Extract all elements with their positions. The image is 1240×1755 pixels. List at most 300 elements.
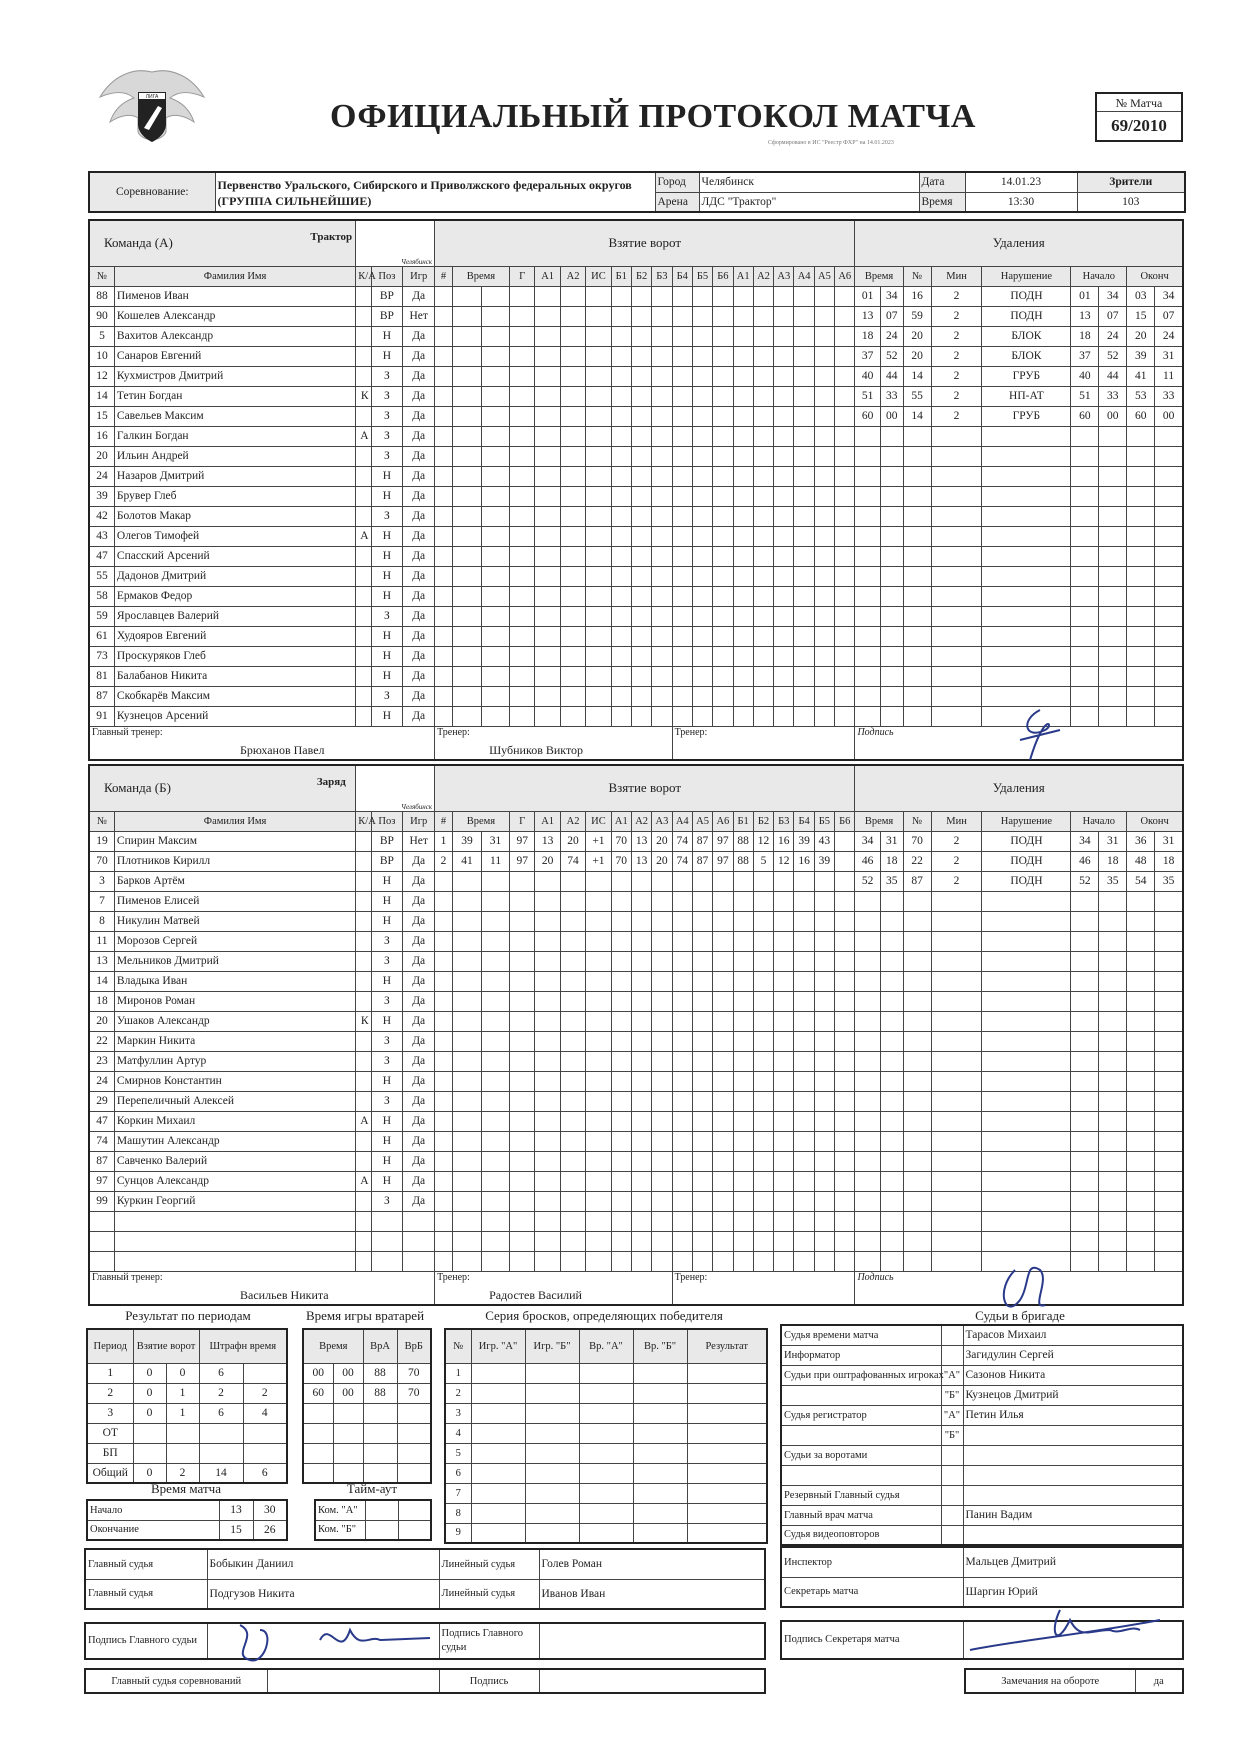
official-label [781,1425,941,1445]
team-a-player-pos: Н [371,326,403,346]
competition-name: Первенство Уральского, Сибирского и Приволжского федеральных округов (ГРУППА СИЛЬНЕЙШИЕ) [215,172,655,212]
team-a-player-ka [356,566,371,586]
period-label: Общий [87,1463,133,1483]
team-b-goal-a2: 20 [560,831,585,851]
team-a-h-a1: А1 [535,266,560,286]
team-a-coach-label: Тренер: [437,726,470,738]
team-a-h-on-2: А3 [774,266,794,286]
team-b-player-name: Перепеличный Алексей [114,1091,355,1111]
team-b-goal-sec: 31 [482,831,510,851]
period-goals-b: 1 [166,1383,199,1403]
shootout-num: 5 [445,1443,471,1463]
team-a-player-play: Да [403,626,435,646]
period-pim-a: 14 [199,1463,243,1483]
gk-table [302,1328,432,1484]
timeout-b-label: Ком. "Б" [315,1520,365,1540]
official-label: Судья видеоповторов [781,1525,941,1545]
team-b-goal-a1: 20 [535,851,560,871]
team-b-goal-on: 87 [692,831,712,851]
team-b-goal-opp: 88 [733,851,753,871]
officials-table [780,1324,1184,1546]
team-a-player-play: Да [403,426,435,446]
team-a-player-pos: З [371,426,403,446]
official-label: Информатор [781,1345,941,1365]
team-a-h-pmin: Мин [931,266,982,286]
period-pim-b: 2 [243,1383,287,1403]
team-b-goal-opp: 5 [753,851,773,871]
team-a-player-ka [356,686,371,706]
team-a-player-name: Кухмистров Дмитрий [114,366,355,386]
team-a-h-on-3: А4 [794,266,814,286]
line-ref-1: Голев Роман [539,1549,765,1579]
team-b-player-play: Да [403,911,435,931]
team-b-goal-opp: 12 [753,831,773,851]
team-b-h-opp-4: А5 [692,811,712,831]
official-name [963,1425,1183,1445]
team-b-pen-start-m: 34 [1071,831,1099,851]
team-a-h-on-0: А1 [733,266,753,286]
shootout-header: Вр. "А" [579,1329,633,1363]
match-number-box [1095,92,1183,142]
team-b-player-no: 47 [89,1111,114,1131]
team-b-pen-min: 34 [855,831,880,851]
team-b-pen-end-s: 35 [1155,871,1183,891]
signature-secretary [960,1600,1180,1660]
official-tag [941,1505,963,1525]
team-b-player-ka [356,971,371,991]
team-a-player-ka [356,306,371,326]
period-pim-header: Штрафн время [199,1329,287,1363]
logo-text: ЛИГА [145,94,159,100]
team-b-player-no: 22 [89,1031,114,1051]
team-a-pen-viol: БЛОК [982,326,1071,346]
official-label: Судья времени матча [781,1325,941,1345]
official-label: Резервный Главный судья [781,1485,941,1505]
team-a-player-no: 10 [89,346,114,366]
secretary-name: Шаргин Юрий [963,1577,1183,1607]
team-b-goal-on: 13 [631,851,651,871]
gk-b: 70 [397,1383,431,1403]
team-b-player-no: 14 [89,971,114,991]
team-b-goal-a1: 13 [535,831,560,851]
team-b-player-play: Да [403,1131,435,1151]
team-b-coach2-cell [672,1271,855,1305]
team-b-pen-no: 87 [903,871,931,891]
team-a-coach-cell [435,726,673,760]
team-a-player-ka: А [356,426,371,446]
timeout-table [314,1499,432,1541]
team-b-goal-opp: 39 [814,851,834,871]
team-a-player-name: Кошелев Александр [114,306,355,326]
team-b-player-ka [356,831,371,851]
period-pim-a: 2 [199,1383,243,1403]
team-b-h-opp-3: А4 [672,811,692,831]
team-b-player-ka [356,1051,371,1071]
team-a-pen-mins: 2 [931,346,982,366]
team-b-pen-sec: 31 [880,831,903,851]
team-a-player-pos: Н [371,546,403,566]
team-a-block [88,219,1184,761]
team-b-sign-label: Подпись [857,1271,894,1283]
team-a-pen-start-s: 44 [1099,366,1127,386]
team-b-player-no: 13 [89,951,114,971]
line-ref-label-1: Линейный судья [439,1549,539,1579]
official-tag [941,1525,963,1545]
period-goals-a: 0 [133,1383,166,1403]
team-a-pen-no: 20 [903,346,931,366]
team-a-player-pos: ВР [371,306,403,326]
official-label: Судьи при оштрафованных игроках [781,1365,941,1385]
team-b-player-ka: К [356,1011,371,1031]
team-a-player-name: Брувер Глеб [114,486,355,506]
team-b-player-play: Да [403,1111,435,1131]
team-b-goal-on: 87 [692,851,712,871]
team-b-player-ka [356,991,371,1011]
team-a-player-no: 61 [89,626,114,646]
team-a-pen-mins: 2 [931,326,982,346]
team-a-pen-sec: 44 [880,366,903,386]
time-label: Время [919,192,965,212]
team-a-player-play: Да [403,546,435,566]
team-a-player-name: Пименов Иван [114,286,355,306]
team-b-player-no: 8 [89,911,114,931]
period-goals-header: Взятие ворот [133,1329,199,1363]
team-b-goal-min: 41 [452,851,481,871]
gk-min: 00 [303,1363,333,1383]
team-b-team-city: Челябинск [401,802,433,811]
team-a-pen-min: 01 [855,286,880,306]
official-name: Кузнецов Дмитрий [963,1385,1183,1405]
team-b-player-name: Миронов Роман [114,991,355,1011]
team-b-goal-opp: 16 [774,831,794,851]
match-start-minutes: 30 [253,1500,287,1520]
match-start-hours: 13 [219,1500,253,1520]
team-b-player-no: 97 [89,1171,114,1191]
team-b-pen-start-s: 18 [1099,851,1127,871]
team-a-player-ka [356,706,371,726]
period-pim-b [243,1443,287,1463]
team-b-player-play: Да [403,1151,435,1171]
team-b-goal-opp: 12 [774,851,794,871]
team-b-h-on-0: Б1 [733,811,753,831]
team-a-pen-min: 40 [855,366,880,386]
team-a-pen-min: 51 [855,386,880,406]
page-subtitle: Сформировано в ИС "Реестр ФХР" на 14.01.2023 [768,140,894,146]
periods-table [86,1328,288,1484]
team-a-pen-end-m: 60 [1127,406,1155,426]
team-a-player-ka [356,446,371,466]
team-b-goal-opp: 88 [733,831,753,851]
team-b-h-a1: А1 [535,811,560,831]
shootout-header: Игр. "Б" [525,1329,579,1363]
team-b-player-name: Владыка Иван [114,971,355,991]
team-a-pen-no: 20 [903,326,931,346]
team-b-goal-min: 39 [452,831,481,851]
team-a-pen-start-s: 00 [1099,406,1127,426]
period-goals-b [166,1443,199,1463]
team-b-player-ka [356,911,371,931]
team-a-pen-sec: 00 [880,406,903,426]
team-a-player-pos: З [371,386,403,406]
signature-team-a [1000,700,1080,775]
team-b-player-ka [356,951,371,971]
team-b-player-ka [356,891,371,911]
team-b-h-pmin: Мин [931,811,982,831]
team-a-player-pos: З [371,446,403,466]
team-b-player-pos: ВР [371,851,403,871]
team-b-pen-start-s: 31 [1099,831,1127,851]
period-label: 1 [87,1363,133,1383]
shootout-num: 2 [445,1383,471,1403]
team-a-h-pend: Оконч [1127,266,1183,286]
team-a-player-pos: ВР [371,286,403,306]
remarks-label: Замечания на обороте [965,1669,1135,1693]
team-b-player-name: Сунцов Александр [114,1171,355,1191]
match-number-label: № Матча [1097,94,1181,112]
team-b-player-no: 19 [89,831,114,851]
official-name [963,1485,1183,1505]
remarks-value: да [1135,1669,1183,1693]
team-b-player-pos: ВР [371,831,403,851]
shootout-header: Результат [687,1329,767,1363]
team-a-player-no: 14 [89,386,114,406]
team-b-player-play: Да [403,1191,435,1211]
team-a-h-ptime: Время [855,266,903,286]
team-b-h-play: Игр [403,811,435,831]
team-a-player-play: Нет [403,306,435,326]
team-b-player-no: 29 [89,1091,114,1111]
team-b-pen-end-m: 36 [1127,831,1155,851]
shootout-header: № [445,1329,471,1363]
team-a-pen-end-s: 31 [1155,346,1183,366]
team-a-player-ka [356,546,371,566]
periods-title: Результат по периодам [125,1308,251,1323]
team-a-player-ka: А [356,526,371,546]
team-a-player-no: 90 [89,306,114,326]
team-a-player-ka [356,286,371,306]
shootout-num: 6 [445,1463,471,1483]
gk-sec: 00 [333,1363,363,1383]
team-b-player-name: Барков Артём [114,871,355,891]
team-a-player-name: Вахитов Александр [114,326,355,346]
team-a-player-name: Спасский Арсений [114,546,355,566]
official-tag [941,1445,963,1465]
team-b-player-play: Да [403,991,435,1011]
gk-a: 88 [363,1363,397,1383]
gk-sec: 00 [333,1383,363,1403]
shootout-num: 1 [445,1363,471,1383]
period-pim-b: 6 [243,1463,287,1483]
main-ref-1: Бобыкин Даниил [207,1549,439,1579]
team-a-pen-end-m: 20 [1127,326,1155,346]
team-b-player-no: 7 [89,891,114,911]
team-a-pen-no: 16 [903,286,931,306]
team-a-pen-viol: ПОДН [982,306,1071,326]
period-goals-a [133,1423,166,1443]
team-b-h-gtime: Время [452,811,509,831]
main-ref-sign-label-2: Подпись Главного судьи [439,1623,539,1659]
official-label [781,1385,941,1405]
team-b-player-pos: З [371,1091,403,1111]
team-a-pen-viol: ПОДН [982,286,1071,306]
team-a-player-pos: Н [371,486,403,506]
team-a-pen-no: 59 [903,306,931,326]
team-a-player-ka [356,366,371,386]
team-b-player-pos: З [371,1051,403,1071]
team-a-player-no: 5 [89,326,114,346]
team-b-h-ptime: Время [855,811,903,831]
team-b-player-name: Машутин Александр [114,1131,355,1151]
team-b-player-ka: А [356,1111,371,1131]
period-pim-b [243,1363,287,1383]
team-a-player-no: 73 [89,646,114,666]
team-b-pen-end-s: 18 [1155,851,1183,871]
official-name [963,1465,1183,1485]
team-b-goal-scorer: 97 [510,831,535,851]
team-b-h-pviol: Нарушение [982,811,1071,831]
spectators-label: Зрители [1077,172,1185,192]
team-a-pen-start-s: 07 [1099,306,1127,326]
official-tag: "Б" [941,1385,963,1405]
team-b-player-no: 3 [89,871,114,891]
time-value: 13:30 [965,192,1077,212]
period-goals-b: 1 [166,1403,199,1423]
spectators-value: 103 [1077,192,1185,212]
match-info-table [88,171,1186,213]
match-end-label: Окончание [87,1520,219,1540]
official-name [963,1525,1183,1545]
team-a-player-play: Да [403,286,435,306]
team-b-goal-opp: 16 [794,851,814,871]
team-a-player-no: 87 [89,686,114,706]
team-a-pen-viol: ГРУБ [982,366,1071,386]
team-b-pen-end-m: 48 [1127,851,1155,871]
team-b-player-name: Матфуллин Артур [114,1051,355,1071]
team-a-player-play: Да [403,466,435,486]
main-ref-2: Подгузов Никита [207,1579,439,1609]
officials-title: Судьи в бригаде [975,1308,1065,1323]
official-tag [941,1325,963,1345]
team-b-goal-on: 20 [652,851,672,871]
signature-team-b [985,1250,1065,1330]
team-b-player-ka [356,1191,371,1211]
team-b-player-pos: З [371,951,403,971]
team-a-pen-min: 13 [855,306,880,326]
team-b-h-on-5: Б6 [835,811,855,831]
inspector-table [780,1546,1184,1608]
team-a-pen-no: 14 [903,406,931,426]
date-label: Дата [919,172,965,192]
team-a-player-name: Проскуряков Глеб [114,646,355,666]
team-a-pen-end-s: 11 [1155,366,1183,386]
official-name: Петин Илья [963,1405,1183,1425]
team-a-player-pos: Н [371,706,403,726]
team-b-coach-label: Тренер: [437,1271,470,1283]
team-a-h-on-5: А6 [835,266,855,286]
team-b-head-coach: Васильев Никита [240,1287,329,1302]
remarks-table [964,1668,1184,1694]
team-a-pen-sec: 52 [880,346,903,366]
team-a-player-play: Да [403,506,435,526]
team-b-coach2-label: Тренер: [674,1271,708,1283]
team-a-pen-sec: 24 [880,326,903,346]
team-b-player-pos: Н [371,1131,403,1151]
team-b-h-pno: № [903,811,931,831]
team-a-h-opp-1: Б2 [631,266,651,286]
city-value: Челябинск [699,172,919,192]
team-a-player-name: Савельев Максим [114,406,355,426]
team-a-player-name: Кузнецов Арсений [114,706,355,726]
team-b-goal-opp: 43 [814,831,834,851]
team-b-h-pstart: Начало [1071,811,1127,831]
team-a-pen-start-m: 51 [1071,386,1099,406]
team-a-player-play: Да [403,666,435,686]
period-goals-a: 0 [133,1363,166,1383]
team-a-pen-start-m: 60 [1071,406,1099,426]
team-a-player-no: 20 [89,446,114,466]
page-title: ОФИЦИАЛЬНЫЙ ПРОТОКОЛ МАТЧА [330,98,976,135]
team-b-player-ka: А [356,1171,371,1191]
team-a-pen-end-s: 24 [1155,326,1183,346]
official-tag [941,1465,963,1485]
team-a-player-pos: Н [371,566,403,586]
competition-ref-table [84,1668,766,1694]
team-a-pen-start-m: 01 [1071,286,1099,306]
team-a-h-gtime: Время [452,266,509,286]
team-b-player-pos: З [371,1031,403,1051]
team-b-pen-mins: 2 [931,831,982,851]
team-a-player-pos: Н [371,646,403,666]
shootout-title: Серия бросков, определяющих победителя [485,1308,723,1323]
team-b-player-name: Маркин Никита [114,1031,355,1051]
team-a-player-pos: Н [371,586,403,606]
team-a-player-ka [356,326,371,346]
team-b-goal-n: 2 [435,851,453,871]
team-a-coach: Шубников Виктор [489,742,584,757]
team-a-pen-start-s: 24 [1099,326,1127,346]
team-a-coach2-cell [672,726,855,760]
team-b-player-ka [356,1031,371,1051]
team-a-h-g: Г [510,266,535,286]
team-b-pen-viol: ПОДН [982,871,1071,891]
team-a-pen-end-m: 53 [1127,386,1155,406]
team-a-player-name: Назаров Дмитрий [114,466,355,486]
official-name: Загидулин Сергей [963,1345,1183,1365]
team-a-player-play: Да [403,686,435,706]
team-b-pen-mins: 2 [931,871,982,891]
official-name [963,1445,1183,1465]
team-a-player-name: Олегов Тимофей [114,526,355,546]
team-b-player-pos: Н [371,891,403,911]
team-a-h-pviol: Нарушение [982,266,1071,286]
team-a-h-opp-3: Б4 [672,266,692,286]
team-a-player-name: Тетин Богдан [114,386,355,406]
team-b-player-name: Морозов Сергей [114,931,355,951]
team-a-player-play: Да [403,386,435,406]
team-b-pen-sec: 35 [880,871,903,891]
team-b-player-ka [356,1091,371,1111]
city-label: Город [655,172,699,192]
shootout-header: Игр. "А" [471,1329,525,1363]
team-a-player-ka [356,486,371,506]
team-a-pen-viol: НП-АТ [982,386,1071,406]
team-a-h-pstart: Начало [1071,266,1127,286]
team-b-player-no: 18 [89,991,114,1011]
team-a-player-pos: З [371,366,403,386]
shootout-num: 7 [445,1483,471,1503]
team-b-goal-on: 70 [611,851,631,871]
period-pim-a [199,1443,243,1463]
